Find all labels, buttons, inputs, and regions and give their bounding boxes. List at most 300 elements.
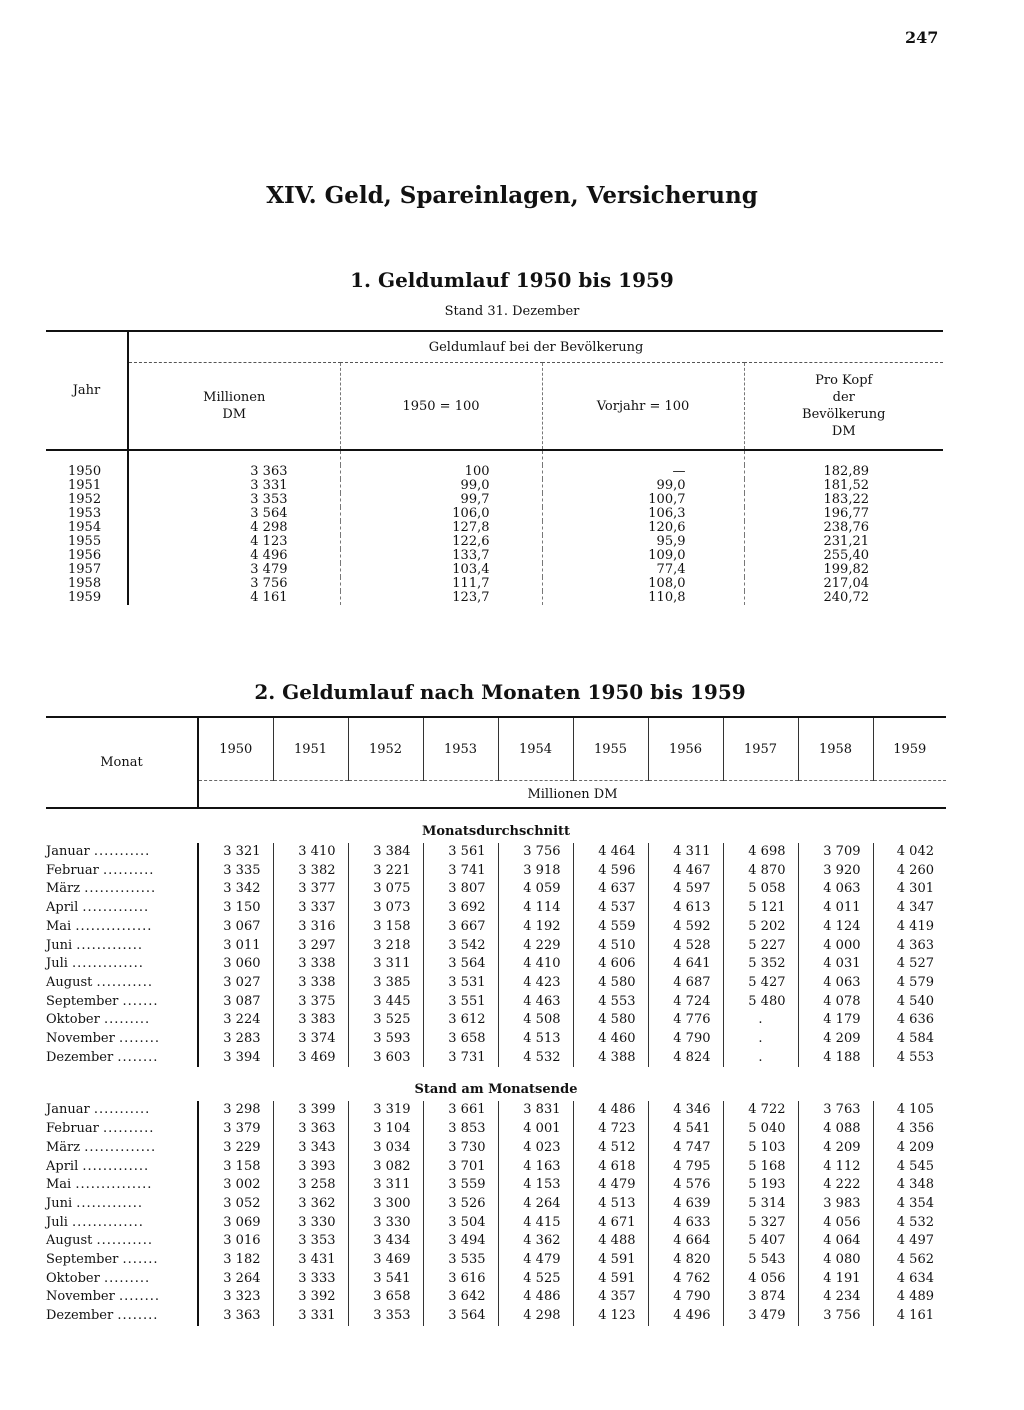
value-cell: 4 031 [798,955,873,974]
table2-row [46,974,946,993]
value-cell: 3 158 [348,918,423,937]
value-cell: 4 356 [873,1120,946,1139]
value-cell: 4 724 [648,993,723,1012]
value-cell: 4 059 [498,880,573,899]
value-cell: 4 527 [873,955,946,974]
table2-row [46,918,946,937]
vorjahr-cell: 99,0 [542,479,744,493]
value-cell: 5 543 [723,1251,798,1270]
value-cell: 3 060 [198,955,273,974]
value-cell: 4 479 [573,1176,648,1195]
value-cell: 4 234 [798,1288,873,1307]
leader-dots: .......... [103,862,155,878]
col-header-millionen-line1: Millionen [203,390,266,405]
leader-dots: ......... [103,1270,151,1286]
value-cell: 4 591 [573,1270,648,1289]
col-header-millionen [128,363,340,451]
leader-dots: ............. [82,1158,150,1174]
table2-row [46,993,946,1012]
leader-dots: ......... [103,1012,151,1028]
value-cell: 5 352 [723,955,798,974]
value-cell: 3 316 [273,918,348,937]
value-cell: 4 105 [873,1101,946,1120]
value-cell: 4 636 [873,1011,946,1030]
value-cell: 3 331 [273,1307,348,1326]
value-cell: 4 229 [498,937,573,956]
vorjahr-cell: 95,9 [542,535,744,549]
prokopf-cell: 240,72 [744,591,943,605]
value-cell: 4 497 [873,1232,946,1251]
col-header-year: 1956 [648,717,723,781]
value-cell: 4 512 [573,1139,648,1158]
value-cell: 4 545 [873,1158,946,1177]
month-cell [46,1101,198,1120]
month-label: August [46,1233,93,1249]
table2-row [46,1120,946,1139]
value-cell: 3 158 [198,1158,273,1177]
value-cell: 4 613 [648,899,723,918]
table1-body [46,465,943,605]
index-1950-cell: 123,7 [340,591,542,605]
table1-row [46,521,943,535]
chapter-title: XIV. Geld, Spareinlagen, Versicherung [266,182,758,209]
month-label: November [46,1289,115,1305]
table2-row [46,899,946,918]
value-cell: 3 073 [348,899,423,918]
table2-row [46,1139,946,1158]
table1-row [46,591,943,605]
month-cell [46,1232,198,1251]
value-cell: 3 011 [198,937,273,956]
value-cell: 3 661 [423,1101,498,1120]
leader-dots: ....... [122,993,159,1009]
month-label: Dezember [46,1049,114,1065]
value-cell: 3 342 [198,880,273,899]
value-cell: 4 209 [798,1139,873,1158]
value-cell: 3 321 [198,843,273,862]
value-cell: 3 410 [273,843,348,862]
table1-row [46,549,943,563]
leader-dots: ........ [117,1308,159,1324]
value-cell: 3 392 [273,1288,348,1307]
leader-dots: ........... [96,1233,153,1249]
value-cell: 4 637 [573,880,648,899]
month-cell [46,1120,198,1139]
value-cell: 4 537 [573,899,648,918]
leader-dots: .............. [84,1139,157,1155]
value-cell: 3 983 [798,1195,873,1214]
value-cell: 3 658 [348,1288,423,1307]
value-cell: 4 464 [573,843,648,862]
value-cell: 4 489 [873,1288,946,1307]
value-cell: 3 338 [273,974,348,993]
col-header-year: 1954 [498,717,573,781]
vorjahr-cell: 108,0 [542,577,744,591]
value-cell: 3 319 [348,1101,423,1120]
value-cell: 4 000 [798,937,873,956]
value-cell: 3 323 [198,1288,273,1307]
value-cell: 3 353 [348,1307,423,1326]
jahr-cell: 1957 [68,562,102,577]
value-cell: 3 258 [273,1176,348,1195]
prokopf-cell: 255,40 [744,549,943,563]
value-cell: 4 559 [573,918,648,937]
table2-row [46,880,946,899]
prokopf-cell: 181,52 [744,479,943,493]
index-1950-cell: 99,7 [340,493,542,507]
value-cell: 3 434 [348,1232,423,1251]
value-cell: 4 723 [573,1120,648,1139]
table2-row [46,1011,946,1030]
vorjahr-cell: — [542,465,744,479]
value-cell: 4 513 [498,1030,573,1049]
value-cell: 4 870 [723,862,798,881]
value-cell: 3 016 [198,1232,273,1251]
month-label: Februar [46,1121,99,1137]
value-cell: 4 346 [648,1101,723,1120]
value-cell: 4 633 [648,1214,723,1233]
month-cell [46,1030,198,1049]
value-cell: 3 593 [348,1030,423,1049]
leader-dots: ........ [118,1289,160,1305]
value-cell: 3 763 [798,1101,873,1120]
value-cell: 4 618 [573,1158,648,1177]
value-cell: 4 264 [498,1195,573,1214]
value-cell: 5 040 [723,1120,798,1139]
value-cell: . [723,1011,798,1030]
value-cell: 3 831 [498,1101,573,1120]
month-label: Oktober [46,1270,100,1286]
value-cell: 4 388 [573,1049,648,1068]
leader-dots: .......... [103,1121,155,1137]
month-cell [46,1307,198,1326]
table1-row [46,479,943,493]
month-cell [46,880,198,899]
value-cell: 3 551 [423,993,498,1012]
value-cell: 4 357 [573,1288,648,1307]
value-cell: 4 641 [648,955,723,974]
value-cell: 5 327 [723,1214,798,1233]
value-cell: 3 526 [423,1195,498,1214]
value-cell: 4 820 [648,1251,723,1270]
table2-row [46,1251,946,1270]
col-header-prokopf-line1: Pro Kopf [815,373,873,388]
table1-row [46,535,943,549]
value-cell: 4 824 [648,1049,723,1068]
value-cell: 4 790 [648,1288,723,1307]
value-cell: 4 112 [798,1158,873,1177]
month-label: März [46,881,81,897]
table2-title: 2. Geldumlauf nach Monaten 1950 bis 1959 [254,680,746,704]
value-cell: 4 525 [498,1270,573,1289]
month-label: April [46,1158,79,1174]
month-cell [46,1049,198,1068]
leader-dots: ....... [122,1252,159,1268]
index-1950-cell: 106,0 [340,507,542,521]
millionen-cell: 4 123 [128,535,340,549]
value-cell: 4 597 [648,880,723,899]
jahr-cell: 1950 [68,464,102,479]
month-label: Juli [46,956,68,972]
value-cell: 3 104 [348,1120,423,1139]
col-header-vorjahr: Vorjahr = 100 [542,363,744,451]
value-cell: 4 161 [873,1307,946,1326]
value-cell: 3 384 [348,843,423,862]
value-cell: 4 722 [723,1101,798,1120]
value-cell: 3 431 [273,1251,348,1270]
col-header-year: 1958 [798,717,873,781]
leader-dots: ........ [117,1049,159,1065]
value-cell: 3 297 [273,937,348,956]
index-1950-cell: 99,0 [340,479,542,493]
month-cell [46,1158,198,1177]
value-cell: 4 363 [873,937,946,956]
value-cell: 3 920 [798,862,873,881]
millionen-cell: 3 756 [128,577,340,591]
value-cell: 4 163 [498,1158,573,1177]
value-cell: 4 513 [573,1195,648,1214]
table2 [46,716,946,1326]
month-label: Juni [46,1195,73,1211]
millionen-cell: 3 363 [128,465,340,479]
value-cell: 4 592 [648,918,723,937]
value-cell: 4 596 [573,862,648,881]
col-header-index-1950: 1950 = 100 [340,363,542,451]
value-cell: 3 353 [273,1232,348,1251]
value-cell: 3 034 [348,1139,423,1158]
col-header-millionen-line2: DM [222,407,247,422]
value-cell: 3 298 [198,1101,273,1120]
col-header-year: 1951 [273,717,348,781]
table1 [46,330,943,605]
value-cell: 3 756 [798,1307,873,1326]
value-cell: 4 056 [723,1270,798,1289]
millionen-cell: 3 479 [128,563,340,577]
jahr-cell: 1956 [68,548,102,563]
value-cell: 4 687 [648,974,723,993]
value-cell: 3 918 [498,862,573,881]
value-cell: 4 419 [873,918,946,937]
value-cell: 4 347 [873,899,946,918]
col-header-year: 1950 [198,717,273,781]
value-cell: 3 807 [423,880,498,899]
value-cell: 4 553 [573,993,648,1012]
value-cell: 4 747 [648,1139,723,1158]
value-cell: 3 283 [198,1030,273,1049]
millionen-cell: 4 298 [128,521,340,535]
table2-row [46,1232,946,1251]
col-header-prokopf-line3: Bevölkerung [802,407,886,422]
value-cell: 4 562 [873,1251,946,1270]
vorjahr-cell: 120,6 [542,521,744,535]
value-cell: 4 123 [573,1307,648,1326]
month-cell [46,843,198,862]
value-cell: 5 193 [723,1176,798,1195]
month-cell [46,1251,198,1270]
value-cell: 3 150 [198,899,273,918]
leader-dots: ............. [76,937,143,953]
month-label: Mai [46,1177,72,1193]
value-cell: 4 348 [873,1176,946,1195]
month-cell [46,955,198,974]
value-cell: 3 363 [198,1307,273,1326]
index-1950-cell: 103,4 [340,563,542,577]
prokopf-cell: 238,76 [744,521,943,535]
prokopf-cell: 182,89 [744,465,943,479]
index-1950-cell: 122,6 [340,535,542,549]
value-cell: 4 088 [798,1120,873,1139]
value-cell: 3 612 [423,1011,498,1030]
millionen-cell: 4 161 [128,591,340,605]
value-cell: 5 202 [723,918,798,937]
month-label: Januar [46,844,90,859]
table1-row [46,465,943,479]
value-cell: 4 188 [798,1049,873,1068]
table2-row [46,1307,946,1326]
value-cell: 4 222 [798,1176,873,1195]
value-cell: 3 756 [498,843,573,862]
table2-row [46,1195,946,1214]
month-cell [46,1195,198,1214]
vorjahr-cell: 100,7 [542,493,744,507]
value-cell: 3 393 [273,1158,348,1177]
month-label: September [46,1252,119,1268]
value-cell: 3 469 [273,1049,348,1068]
value-cell: 3 082 [348,1158,423,1177]
value-cell: 4 078 [798,993,873,1012]
table1-row [46,493,943,507]
jahr-cell: 1955 [68,534,102,549]
value-cell: 3 337 [273,899,348,918]
value-cell: 3 002 [198,1176,273,1195]
value-cell: 4 354 [873,1195,946,1214]
value-cell: 3 311 [348,1176,423,1195]
value-cell: 3 343 [273,1139,348,1158]
col-header-year: 1957 [723,717,798,781]
leader-dots: ........... [93,1102,151,1118]
col-header-prokopf-line2: der [832,390,855,405]
month-label: Januar [46,1102,90,1118]
millionen-cell: 3 564 [128,507,340,521]
month-cell [46,937,198,956]
value-cell: 4 488 [573,1232,648,1251]
value-cell: 3 542 [423,937,498,956]
table2-row [46,1214,946,1233]
value-cell: 3 504 [423,1214,498,1233]
value-cell: 4 410 [498,955,573,974]
value-cell: 3 730 [423,1139,498,1158]
value-cell: 3 741 [423,862,498,881]
value-cell: 4 532 [873,1214,946,1233]
value-cell: 4 463 [498,993,573,1012]
col-header-prokopf-line4: DM [831,424,856,439]
value-cell: 5 058 [723,880,798,899]
value-cell: 4 508 [498,1011,573,1030]
value-cell: 4 362 [498,1232,573,1251]
value-cell: 4 795 [648,1158,723,1177]
millionen-cell: 3 353 [128,493,340,507]
value-cell: 4 056 [798,1214,873,1233]
col-header-monat: Monat [46,717,198,808]
value-cell: 4 671 [573,1214,648,1233]
value-cell: 3 330 [273,1214,348,1233]
table2-row [46,1176,946,1195]
prokopf-cell: 231,21 [744,535,943,549]
value-cell: . [723,1030,798,1049]
value-cell: 3 701 [423,1158,498,1177]
table2-row [46,955,946,974]
value-cell: 3 333 [273,1270,348,1289]
value-cell: 3 603 [348,1049,423,1068]
value-cell: 4 423 [498,974,573,993]
table2-row [46,1270,946,1289]
value-cell: 3 561 [423,843,498,862]
month-label: Oktober [46,1012,100,1028]
millionen-cell: 3 331 [128,479,340,493]
value-cell: 3 541 [348,1270,423,1289]
value-cell: 3 445 [348,993,423,1012]
table2-row [46,1288,946,1307]
value-cell: 4 209 [873,1139,946,1158]
value-cell: 5 314 [723,1195,798,1214]
leader-dots: ........... [96,974,153,990]
value-cell: 3 224 [198,1011,273,1030]
value-cell: 5 121 [723,899,798,918]
value-cell: 3 535 [423,1251,498,1270]
value-cell: 4 064 [798,1232,873,1251]
value-cell: . [723,1049,798,1068]
value-cell: 4 580 [573,974,648,993]
value-cell: 4 192 [498,918,573,937]
value-cell: 4 762 [648,1270,723,1289]
value-cell: 3 658 [423,1030,498,1049]
value-cell: 4 540 [873,993,946,1012]
value-cell: 3 027 [198,974,273,993]
leader-dots: ............. [76,1195,143,1211]
unit-header: Millionen DM [198,781,946,809]
value-cell: 3 218 [348,937,423,956]
value-cell: 3 709 [798,843,873,862]
value-cell: 4 042 [873,843,946,862]
value-cell: 3 385 [348,974,423,993]
table2-body [46,808,946,1326]
value-cell: 4 209 [798,1030,873,1049]
value-cell: 3 069 [198,1214,273,1233]
value-cell: 4 023 [498,1139,573,1158]
leader-dots: ............... [75,918,153,934]
month-cell [46,862,198,881]
value-cell: 3 559 [423,1176,498,1195]
value-cell: 4 486 [498,1288,573,1307]
value-cell: 4 191 [798,1270,873,1289]
value-cell: 4 591 [573,1251,648,1270]
value-cell: 3 335 [198,862,273,881]
value-cell: 4 114 [498,899,573,918]
month-cell [46,1011,198,1030]
value-cell: 3 853 [423,1120,498,1139]
value-cell: 4 639 [648,1195,723,1214]
value-cell: 4 790 [648,1030,723,1049]
table1-row [46,577,943,591]
month-label: Juli [46,1214,68,1230]
value-cell: 3 052 [198,1195,273,1214]
table1-row [46,563,943,577]
value-cell: 4 080 [798,1251,873,1270]
table2-row [46,1158,946,1177]
value-cell: 3 479 [723,1307,798,1326]
leader-dots: ............... [75,1177,153,1193]
leader-dots: .............. [72,1214,144,1230]
